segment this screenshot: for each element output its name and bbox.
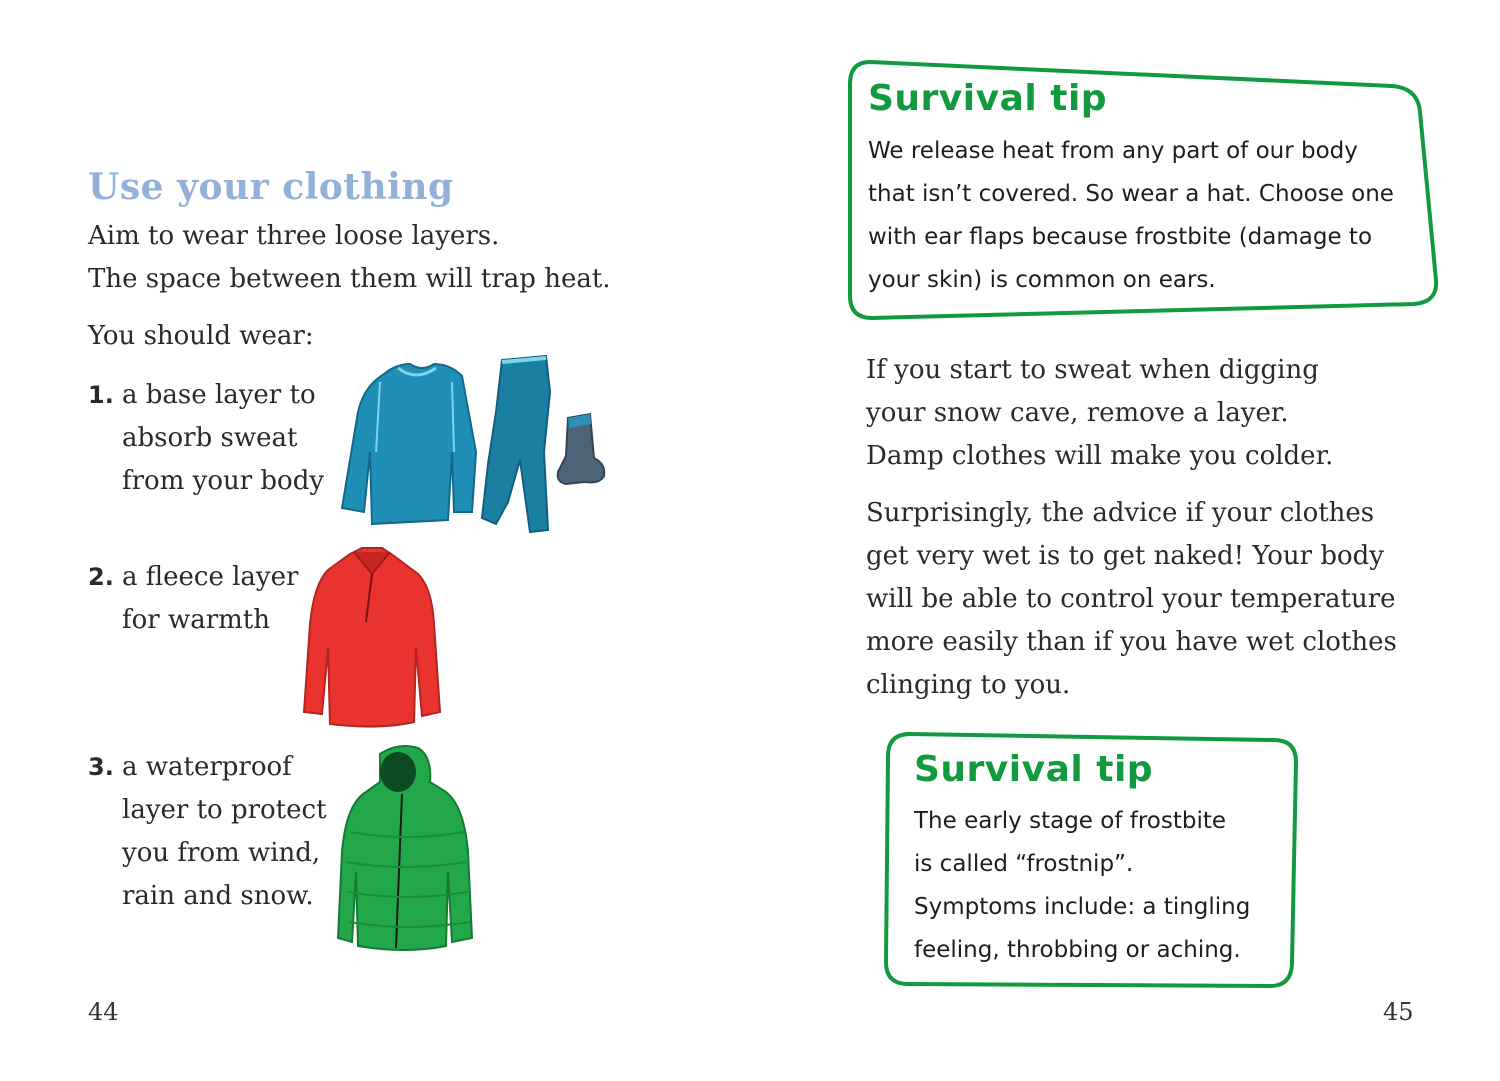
item-line: layer to protect: [122, 795, 327, 825]
para-line: Damp clothes will make you colder.: [866, 441, 1334, 471]
para-line: Surprisingly, the advice if your clothes: [866, 498, 1375, 528]
tip1-line: your skin) is common on ears.: [868, 267, 1216, 293]
item-line: from your body: [122, 466, 325, 496]
para-line: will be able to control your temperature: [866, 584, 1396, 614]
tip1-line: that isn’t covered. So wear a hat. Choose one: [868, 181, 1394, 207]
item-line: you from wind,: [122, 838, 321, 868]
should-wear-label: You should wear:: [88, 321, 314, 351]
para-line: If you start to sweat when digging: [866, 355, 1319, 385]
sweat-paragraph: [866, 349, 1333, 478]
para-line: get very wet is to get naked! Your body: [866, 541, 1384, 571]
intro-line: The space between them will trap heat.: [88, 264, 611, 294]
fleece-illustration: [300, 544, 446, 732]
tip2-line: Symptoms include: a tingling: [914, 894, 1251, 920]
tip2-line: feeling, throbbing or aching.: [914, 937, 1241, 963]
item-line: rain and snow.: [122, 881, 314, 911]
item-line: for warmth: [122, 605, 271, 635]
page-number-right: 45: [1383, 998, 1414, 1026]
tip1-title: Survival tip: [868, 78, 1108, 119]
tip2-text: [914, 800, 1250, 972]
page-heading: Use your clothing: [88, 166, 454, 208]
tip2-line: The early stage of frostbite: [914, 808, 1227, 834]
item-line: absorb sweat: [122, 423, 298, 453]
item-number: 2.: [88, 563, 114, 591]
tip2-title: Survival tip: [914, 749, 1154, 790]
item-line: a waterproof: [122, 752, 292, 782]
item-number: 3.: [88, 753, 114, 781]
wet-clothes-paragraph: [866, 492, 1397, 707]
base-layer-top: [342, 364, 476, 524]
intro-text: [88, 215, 611, 301]
tip2-line: is called “frostnip”.: [914, 851, 1134, 877]
waterproof-illustration: [336, 742, 476, 954]
page-number-left: 44: [88, 998, 119, 1026]
tip1-line: We release heat from any part of our body: [868, 138, 1358, 164]
base-layer-illustration: [336, 352, 616, 537]
intro-line: Aim to wear three loose layers.: [88, 221, 500, 251]
tip1-text: [868, 130, 1394, 302]
para-line: clinging to you.: [866, 670, 1071, 700]
item-line: a fleece layer: [122, 562, 299, 592]
para-line: your snow cave, remove a layer.: [866, 398, 1289, 428]
para-line: more easily than if you have wet clothes: [866, 627, 1397, 657]
tip1-line: with ear flaps because frostbite (damage to: [868, 224, 1373, 250]
item-line: a base layer to: [122, 380, 316, 410]
base-layer-leggings: [482, 356, 550, 532]
item-number: 1.: [88, 381, 114, 409]
